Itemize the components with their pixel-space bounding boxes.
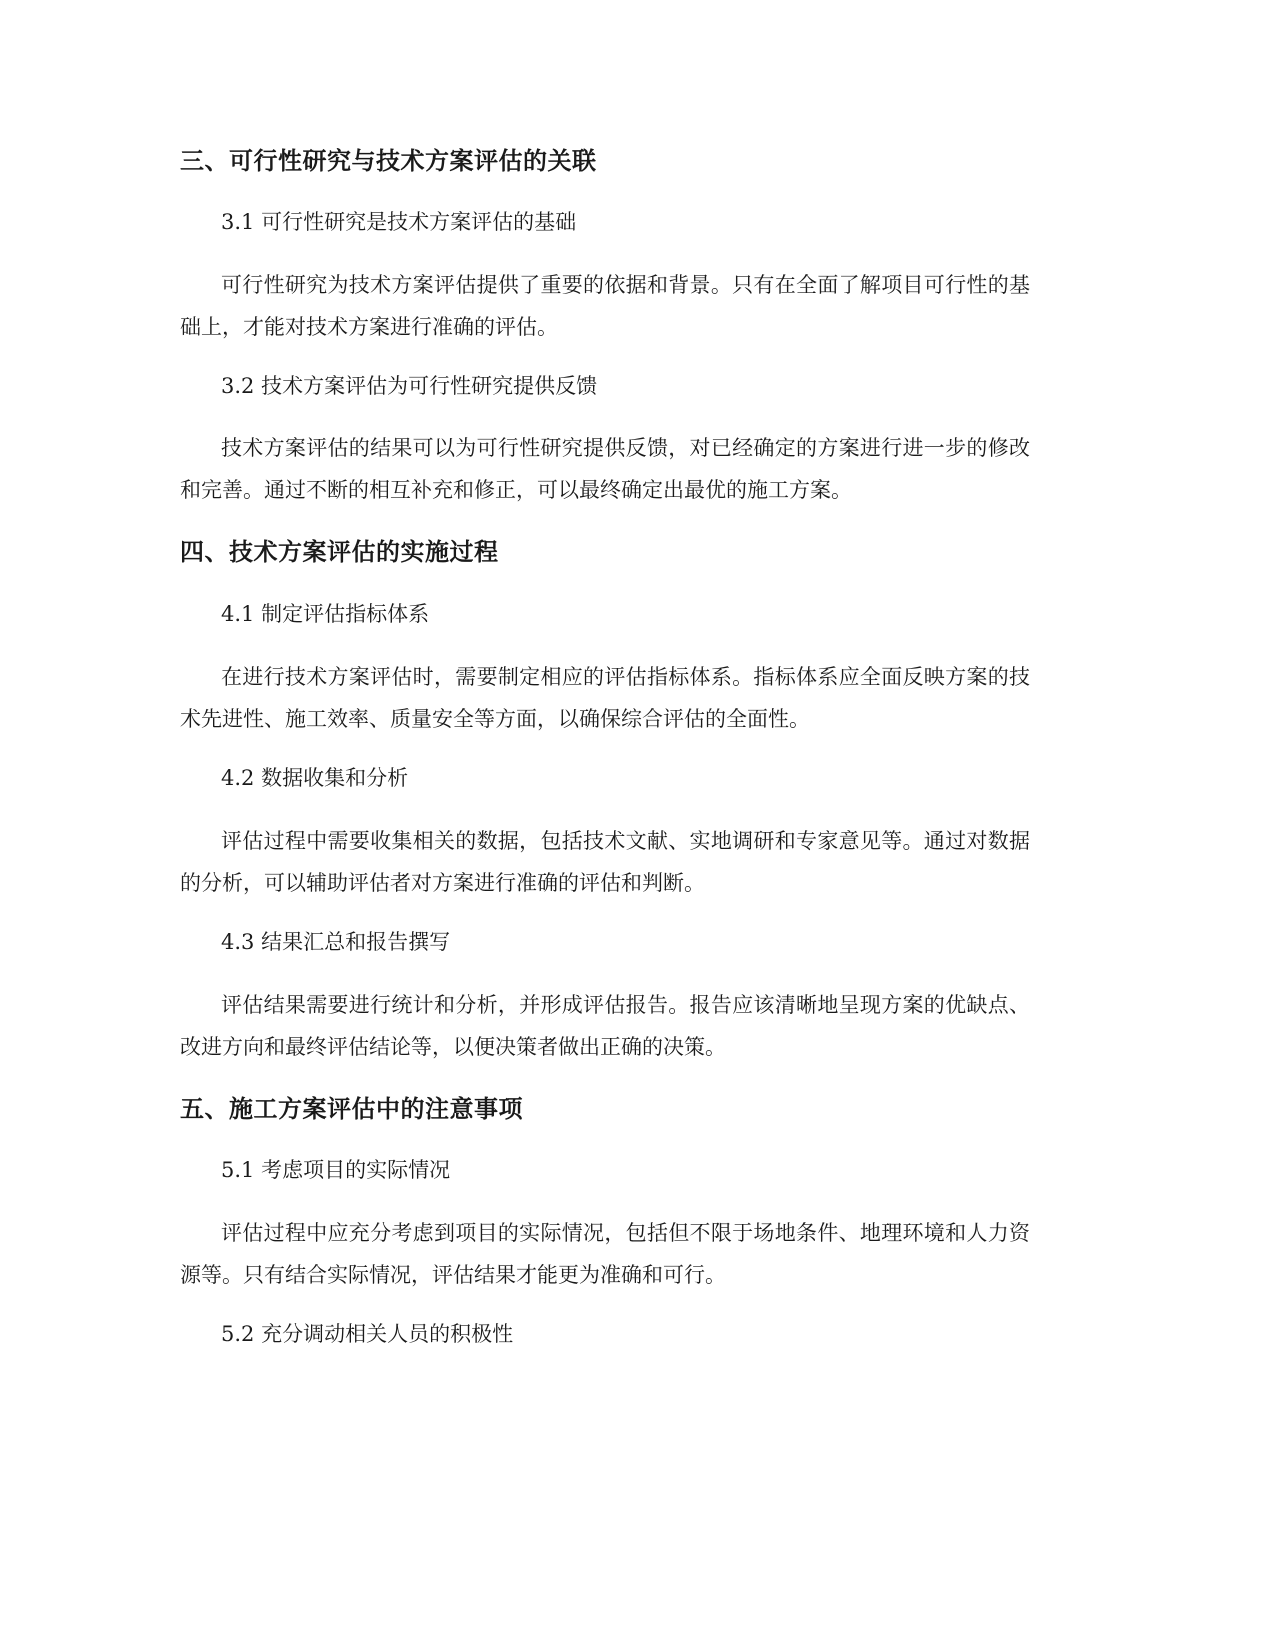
subsection-title-4-1: 4.1 制定评估指标体系 — [221, 602, 430, 626]
section-heading-5: 五、施工方案评估中的注意事项 — [180, 1095, 523, 1123]
section-heading-4: 四、技术方案评估的实施过程 — [180, 538, 499, 566]
subsection-title-5-2: 5.2 充分调动相关人员的积极性 — [221, 1322, 514, 1346]
subsection-title-4-3: 4.3 结果汇总和报告撰写 — [221, 930, 451, 954]
subsection-title-4-2: 4.2 数据收集和分析 — [221, 766, 409, 790]
paragraph-4-1: 在进行技术方案评估时，需要制定相应的评估指标体系。指标体系应全面反映方案的技术先进性、施工效率、质量安全等方面，以确保综合评估的全面性。 — [180, 665, 1030, 731]
subsection-title-3-1: 3.1 可行性研究是技术方案评估的基础 — [221, 210, 577, 234]
paragraph-4-3: 评估结果需要进行统计和分析，并形成评估报告。报告应该清晰地呈现方案的优缺点、改进方向和最终评估结论等，以便决策者做出正确的决策。 — [180, 993, 1030, 1059]
paragraph-3-2: 技术方案评估的结果可以为可行性研究提供反馈，对已经确定的方案进行进一步的修改和完善。通过不断的相互补充和修正，可以最终确定出最优的施工方案。 — [180, 436, 1030, 502]
paragraph-4-2: 评估过程中需要收集相关的数据，包括技术文献、实地调研和专家意见等。通过对数据的分析，可以辅助评估者对方案进行准确的评估和判断。 — [180, 829, 1030, 895]
paragraph-3-1: 可行性研究为技术方案评估提供了重要的依据和背景。只有在全面了解项目可行性的基础上，才能对技术方案进行准确的评估。 — [180, 273, 1030, 339]
paragraph-5-1: 评估过程中应充分考虑到项目的实际情况，包括但不限于场地条件、地理环境和人力资源等。只有结合实际情况，评估结果才能更为准确和可行。 — [180, 1221, 1030, 1287]
section-heading-3: 三、可行性研究与技术方案评估的关联 — [180, 147, 597, 175]
subsection-title-3-2: 3.2 技术方案评估为可行性研究提供反馈 — [221, 374, 598, 398]
subsection-title-5-1: 5.1 考虑项目的实际情况 — [221, 1158, 451, 1182]
